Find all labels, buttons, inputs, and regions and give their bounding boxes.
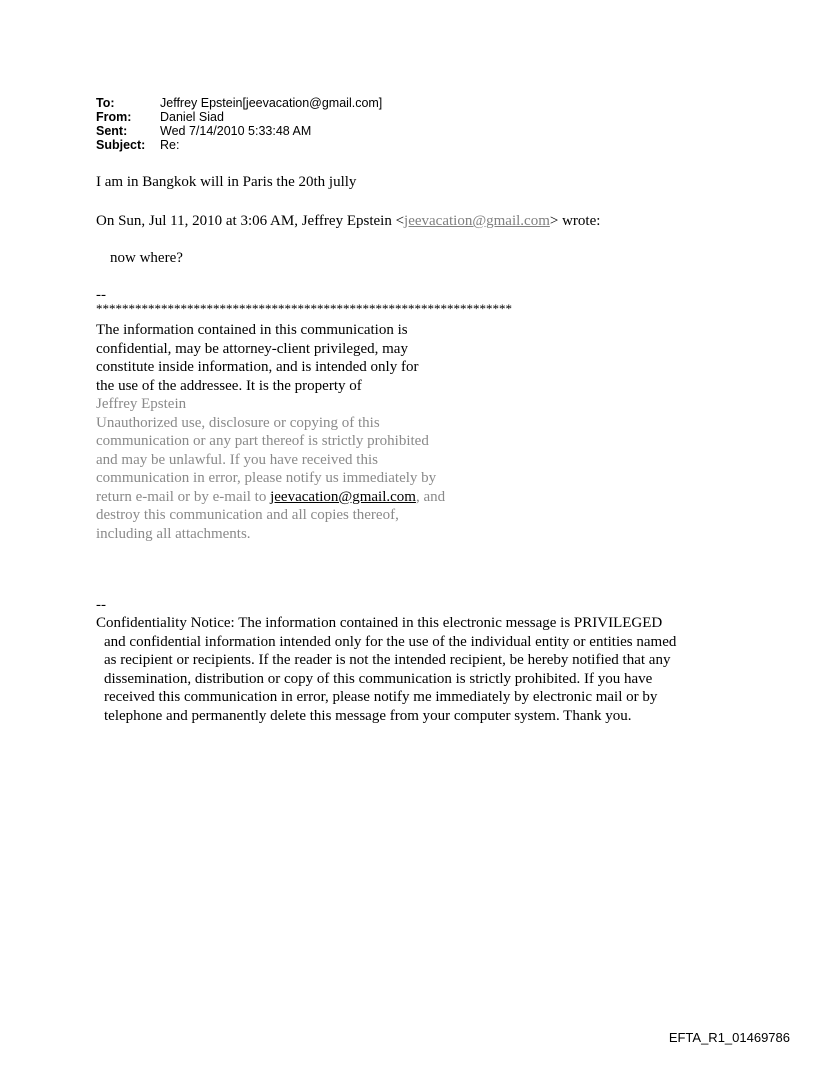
subject-value: Re: xyxy=(160,138,180,152)
disclaimer-return-line xyxy=(96,488,516,507)
disclaimer-line: including all attachments. xyxy=(96,525,251,542)
notice-line: and confidential information intended only for the use of the individual entity or entities named xyxy=(104,633,677,650)
sent-value: Wed 7/14/2010 5:33:48 AM xyxy=(160,124,312,138)
notice-line: dissemination, distribution or copy of this communication is strictly prohibited. If you have xyxy=(104,670,653,687)
quote-intro xyxy=(96,212,600,231)
notice-line: received this communication in error, please notify me immediately by electronic mail or by xyxy=(104,689,658,705)
disclaimer-line: and may be unlawful. If you have received this xyxy=(96,451,378,468)
from-row xyxy=(96,110,382,124)
quote-email-link[interactable]: jeevacation@gmail.com xyxy=(404,213,550,229)
notice-line: telephone and permanently delete this message from your computer system. Thank you. xyxy=(104,707,632,724)
to-label: To: xyxy=(96,96,115,110)
subject-row xyxy=(96,138,382,152)
disclaimer-block xyxy=(96,321,516,543)
email-header xyxy=(96,96,382,152)
from-value: Daniel Siad xyxy=(160,110,224,124)
sent-label: Sent: xyxy=(96,124,128,138)
disclaimer-line: the use of the addressee. It is the property of xyxy=(96,377,362,394)
disclaimer-line: constitute inside information, and is intended only for xyxy=(96,359,419,375)
separator-dashes: -- xyxy=(96,287,106,303)
to-value: Jeffrey Epstein[jeevacation@gmail.com] xyxy=(160,96,383,110)
quoted-text: now where? xyxy=(110,250,183,266)
disclaimer-email-link[interactable]: jeevacation@gmail.com xyxy=(270,488,416,505)
notice-line: Confidentiality Notice: The information contained in this electronic message is PRIVILEGED xyxy=(96,615,663,631)
disclaimer-line: The information contained in this communication is xyxy=(96,322,408,338)
disclaimer-line: confidential, may be attorney-client privileged, may xyxy=(96,340,408,357)
confidentiality-notice xyxy=(96,614,736,725)
return-prefix: return e-mail or by e-mail to xyxy=(96,488,271,505)
notice-line: as recipient or recipients. If the reader is not the intended recipient, be hereby notified that any xyxy=(104,652,671,668)
separator-stars: **************************************************************** xyxy=(96,301,512,316)
document-id: EFTA_R1_01469786 xyxy=(668,1030,790,1045)
disclaimer-line: communication in error, please notify us immediately by xyxy=(96,470,437,486)
sent-row xyxy=(96,124,382,138)
disclaimer2-dashes: -- xyxy=(96,597,106,613)
disclaimer-line: Unauthorized use, disclosure or copying of this xyxy=(96,414,380,431)
to-row xyxy=(96,96,382,110)
disclaimer-line: destroy this communication and all copies thereof, xyxy=(96,507,399,523)
subject-label: Subject: xyxy=(96,138,146,152)
return-suffix: , and xyxy=(415,488,446,505)
quote-intro-after: > wrote: xyxy=(549,213,601,229)
disclaimer-line: communication or any part thereof is strictly prohibited xyxy=(96,433,429,449)
disclaimer-line: Jeffrey Epstein xyxy=(96,396,187,412)
reply-text: I am in Bangkok will in Paris the 20th jully xyxy=(96,174,357,190)
quote-intro-before: On Sun, Jul 11, 2010 at 3:06 AM, Jeffrey Epstein < xyxy=(96,213,405,229)
from-label: From: xyxy=(96,110,132,124)
